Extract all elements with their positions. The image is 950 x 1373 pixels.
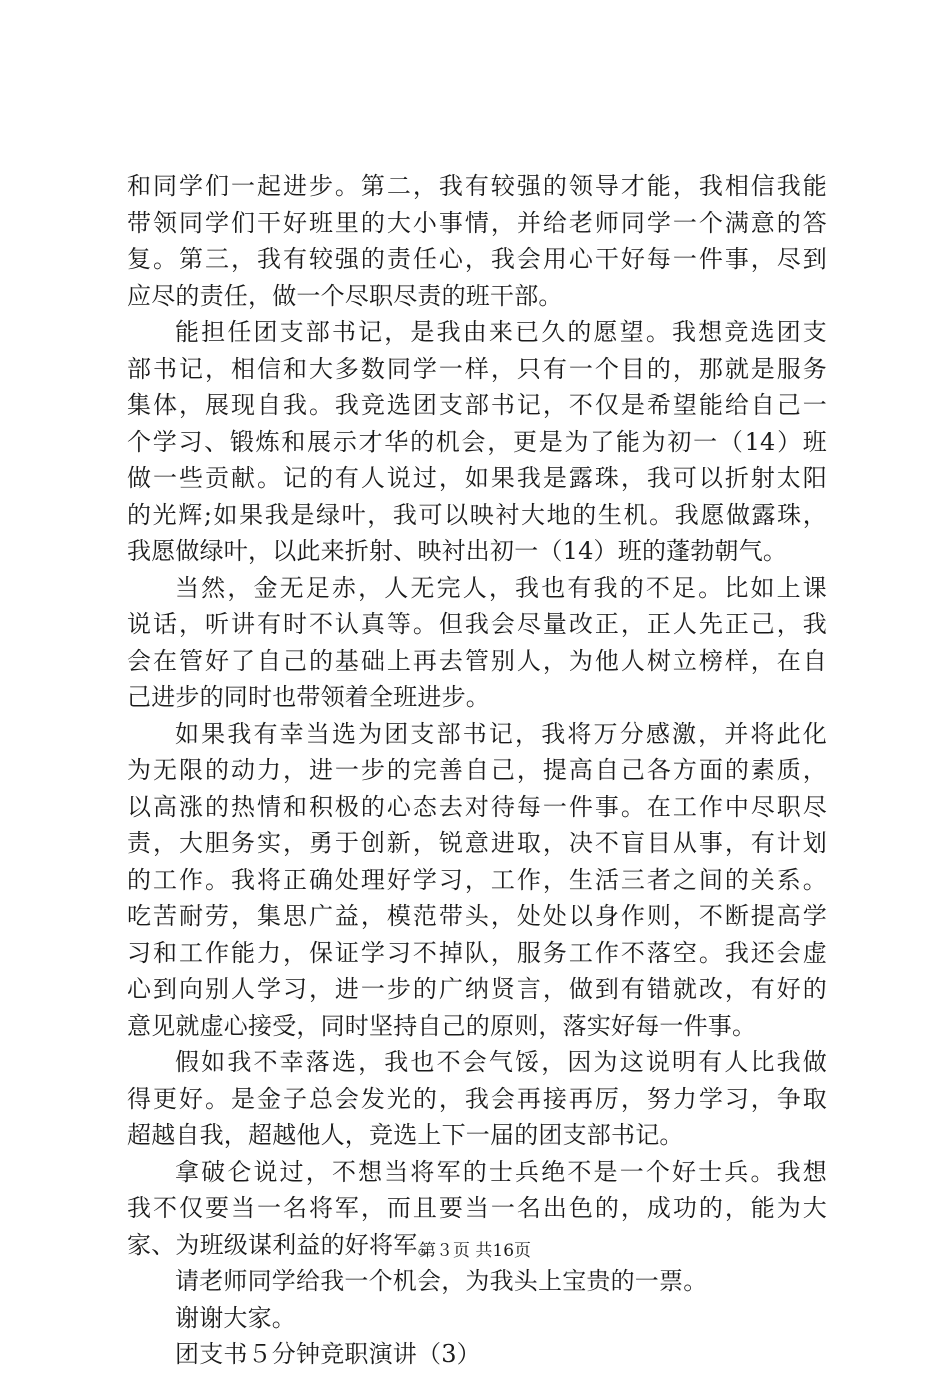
paragraph [127,168,827,314]
paragraph [127,1044,827,1154]
paragraph [127,1300,827,1337]
text-line: 超越自我，超越他人，竞选上下一届的团支部书记。 [127,1121,684,1149]
text-line: 谢谢大家。 [175,1303,296,1332]
text-line: 假如我不幸落选，我也不会气馁，因为这说明有人比我做 [175,1048,827,1076]
page-footer: 第３页 共16页 [418,1241,532,1261]
text-line: 当然，金无足赤，人无完人，我也有我的不足。比如上课 [175,573,827,602]
text-line: 如果我有幸当选为团支部书记，我将万分感激，并将此化 [175,719,827,748]
text-line: 能担任团支部书记，是我由来已久的愿望。我想竞选团支 [175,318,827,346]
text-line: 部书记，相信和大多数同学一样，只有一个目的，那就是服务 [127,354,827,383]
text-line: 个学习、锻炼和展示才华的机会，更是为了能为初一（14）班 [127,427,827,456]
text-line: 得更好。是金子总会发光的，我会再接再厉，努力学习，争取 [127,1084,827,1113]
text-line: 意见就虚心接受，同时坚持自己的原则，落实好每一件事。 [127,1011,757,1040]
text-line: 己进步的同时也带领着全班进步。 [127,683,490,711]
text-line: 会在管好了自己的基础上再去管别人，为他人树立榜样，在自 [127,646,827,675]
text-line: 做一些贡献。记的有人说过，如果我是露珠，我可以折射太阳 [127,464,827,492]
text-line: 我不仅要当一名将军，而且要当一名出色的，成功的，能为大 [127,1194,827,1222]
text-line: 和同学们一起进步。第二，我有较强的领导才能，我相信我能 [127,172,827,200]
text-line: 以高涨的热情和积极的心态去对待每一件事。在工作中尽职尽 [127,792,827,821]
text-line: 为无限的动力，进一步的完善自己，提高自己各方面的素质， [127,756,827,784]
text-line: 说话，听讲有时不认真等。但我会尽量改正，正人先正己，我 [127,610,827,638]
text-line: 的光辉;如果我是绿叶，我可以映衬大地的生机。我愿做露珠， [127,500,827,529]
text-line: 我愿做绿叶，以此来折射、映衬出初一（14）班的蓬勃朝气。 [127,537,788,565]
text-line: 吃苦耐劳，集思广益，模范带头，处处以身作则，不断提高学 [127,902,827,930]
document-body [127,168,827,1373]
paragraph [127,570,827,716]
text-line: 复。第三，我有较强的责任心，我会用心干好每一件事，尽到 [127,245,827,273]
text-line: 习和工作能力，保证学习不掉队，服务工作不落空。我还会虚 [127,938,827,967]
text-line: 请老师同学给我一个机会，为我头上宝贵的一票。 [175,1267,708,1295]
text-line: 应尽的责任，做一个尽职尽责的班干部。 [127,281,563,310]
paragraph [127,716,827,1045]
paragraph [127,1263,827,1300]
text-line: 团支书５分钟竞职演讲（3） [175,1340,481,1368]
paragraph [127,1336,827,1373]
text-line: 的工作。我将正确处理好学习，工作，生活三者之间的关系。 [127,865,827,894]
text-line: 心到向别人学习，进一步的广纳贤言，做到有错就改，有好的 [127,975,827,1003]
text-line: 拿破仑说过，不想当将军的士兵绝不是一个好士兵。我想 [175,1157,827,1186]
text-line: 集体，展现自我。我竞选团支部书记，不仅是希望能给自己一 [127,391,827,419]
text-line: 家、为班级谋利益的好将军。 [127,1230,442,1259]
text-line: 带领同学们干好班里的大小事情，并给老师同学一个满意的答 [127,208,827,237]
text-line: 责，大胆务实，勇于创新，锐意进取，决不盲目从事，有计划 [127,829,827,857]
paragraph [127,314,827,570]
